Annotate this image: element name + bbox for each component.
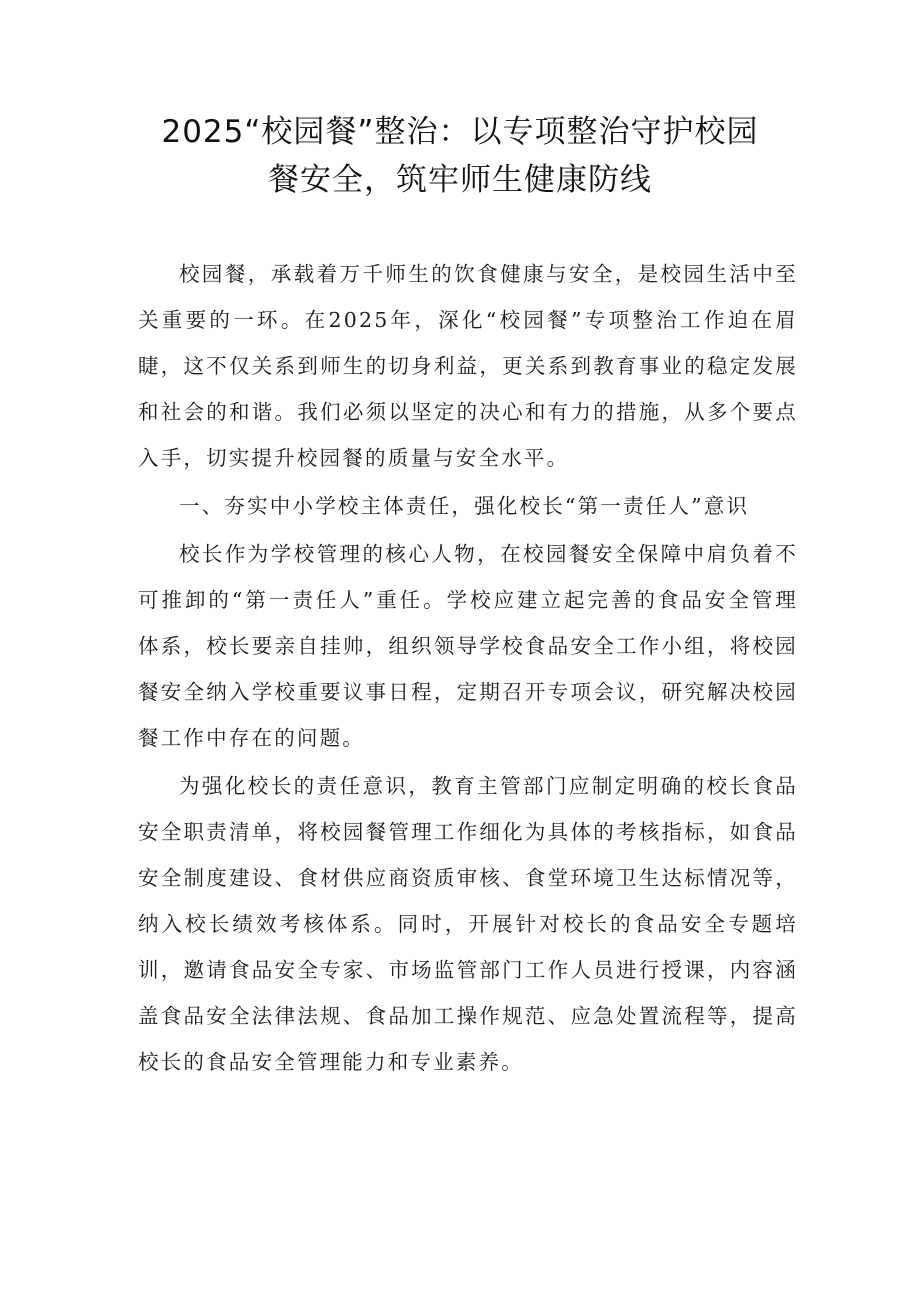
section-heading-1: 一、夯实中小学校主体责任，强化校长“第一责任人”意识 bbox=[179, 494, 750, 518]
body-paragraph: 为强化校长的责任意识，教育主管部门应制定明确的校长食品安全职责清单，将校园餐管理工作细化为具体的考核指标，如食品安全制度建设、食材供应商资质审核、食堂环境卫生达标情况等，纳入校长绩效考核体系。同时，开展针对校长的食品安全专题培训，邀请食品安全专家、市场监管部门工作人员进行授课，内容涵盖食品安全法律法规、食品加工操作规范、应急处置流程等，提高校长的食品安全管理能力和专业素养。 bbox=[138, 774, 798, 1074]
title-line-2: 餐安全，筑牢师生健康防线 bbox=[268, 162, 652, 198]
document-title bbox=[120, 108, 800, 204]
intro-paragraph: 校园餐，承载着万千师生的饮食健康与安全，是校园生活中至关重要的一环。在2025年，深化“校园餐”专项整治工作迫在眉睫，这不仅关系到师生的切身利益，更关系到教育事业的稳定发展和社会的和谐。我们必须以坚定的决心和有力的措施，从多个要点入手，切实提升校园餐的质量与安全水平。 bbox=[138, 262, 798, 470]
document-body bbox=[138, 251, 798, 1085]
title-line-1: 2025“校园餐”整治：以专项整治守护校园 bbox=[161, 114, 759, 150]
body-paragraph: 校长作为学校管理的核心人物，在校园餐安全保障中肩负着不可推卸的“第一责任人”重任。学校应建立起完善的食品安全管理体系，校长要亲自挂帅，组织领导学校食品安全工作小组，将校园餐安全纳入学校重要议事日程，定期召开专项会议，研究解决校园餐工作中存在的问题。 bbox=[138, 542, 798, 750]
